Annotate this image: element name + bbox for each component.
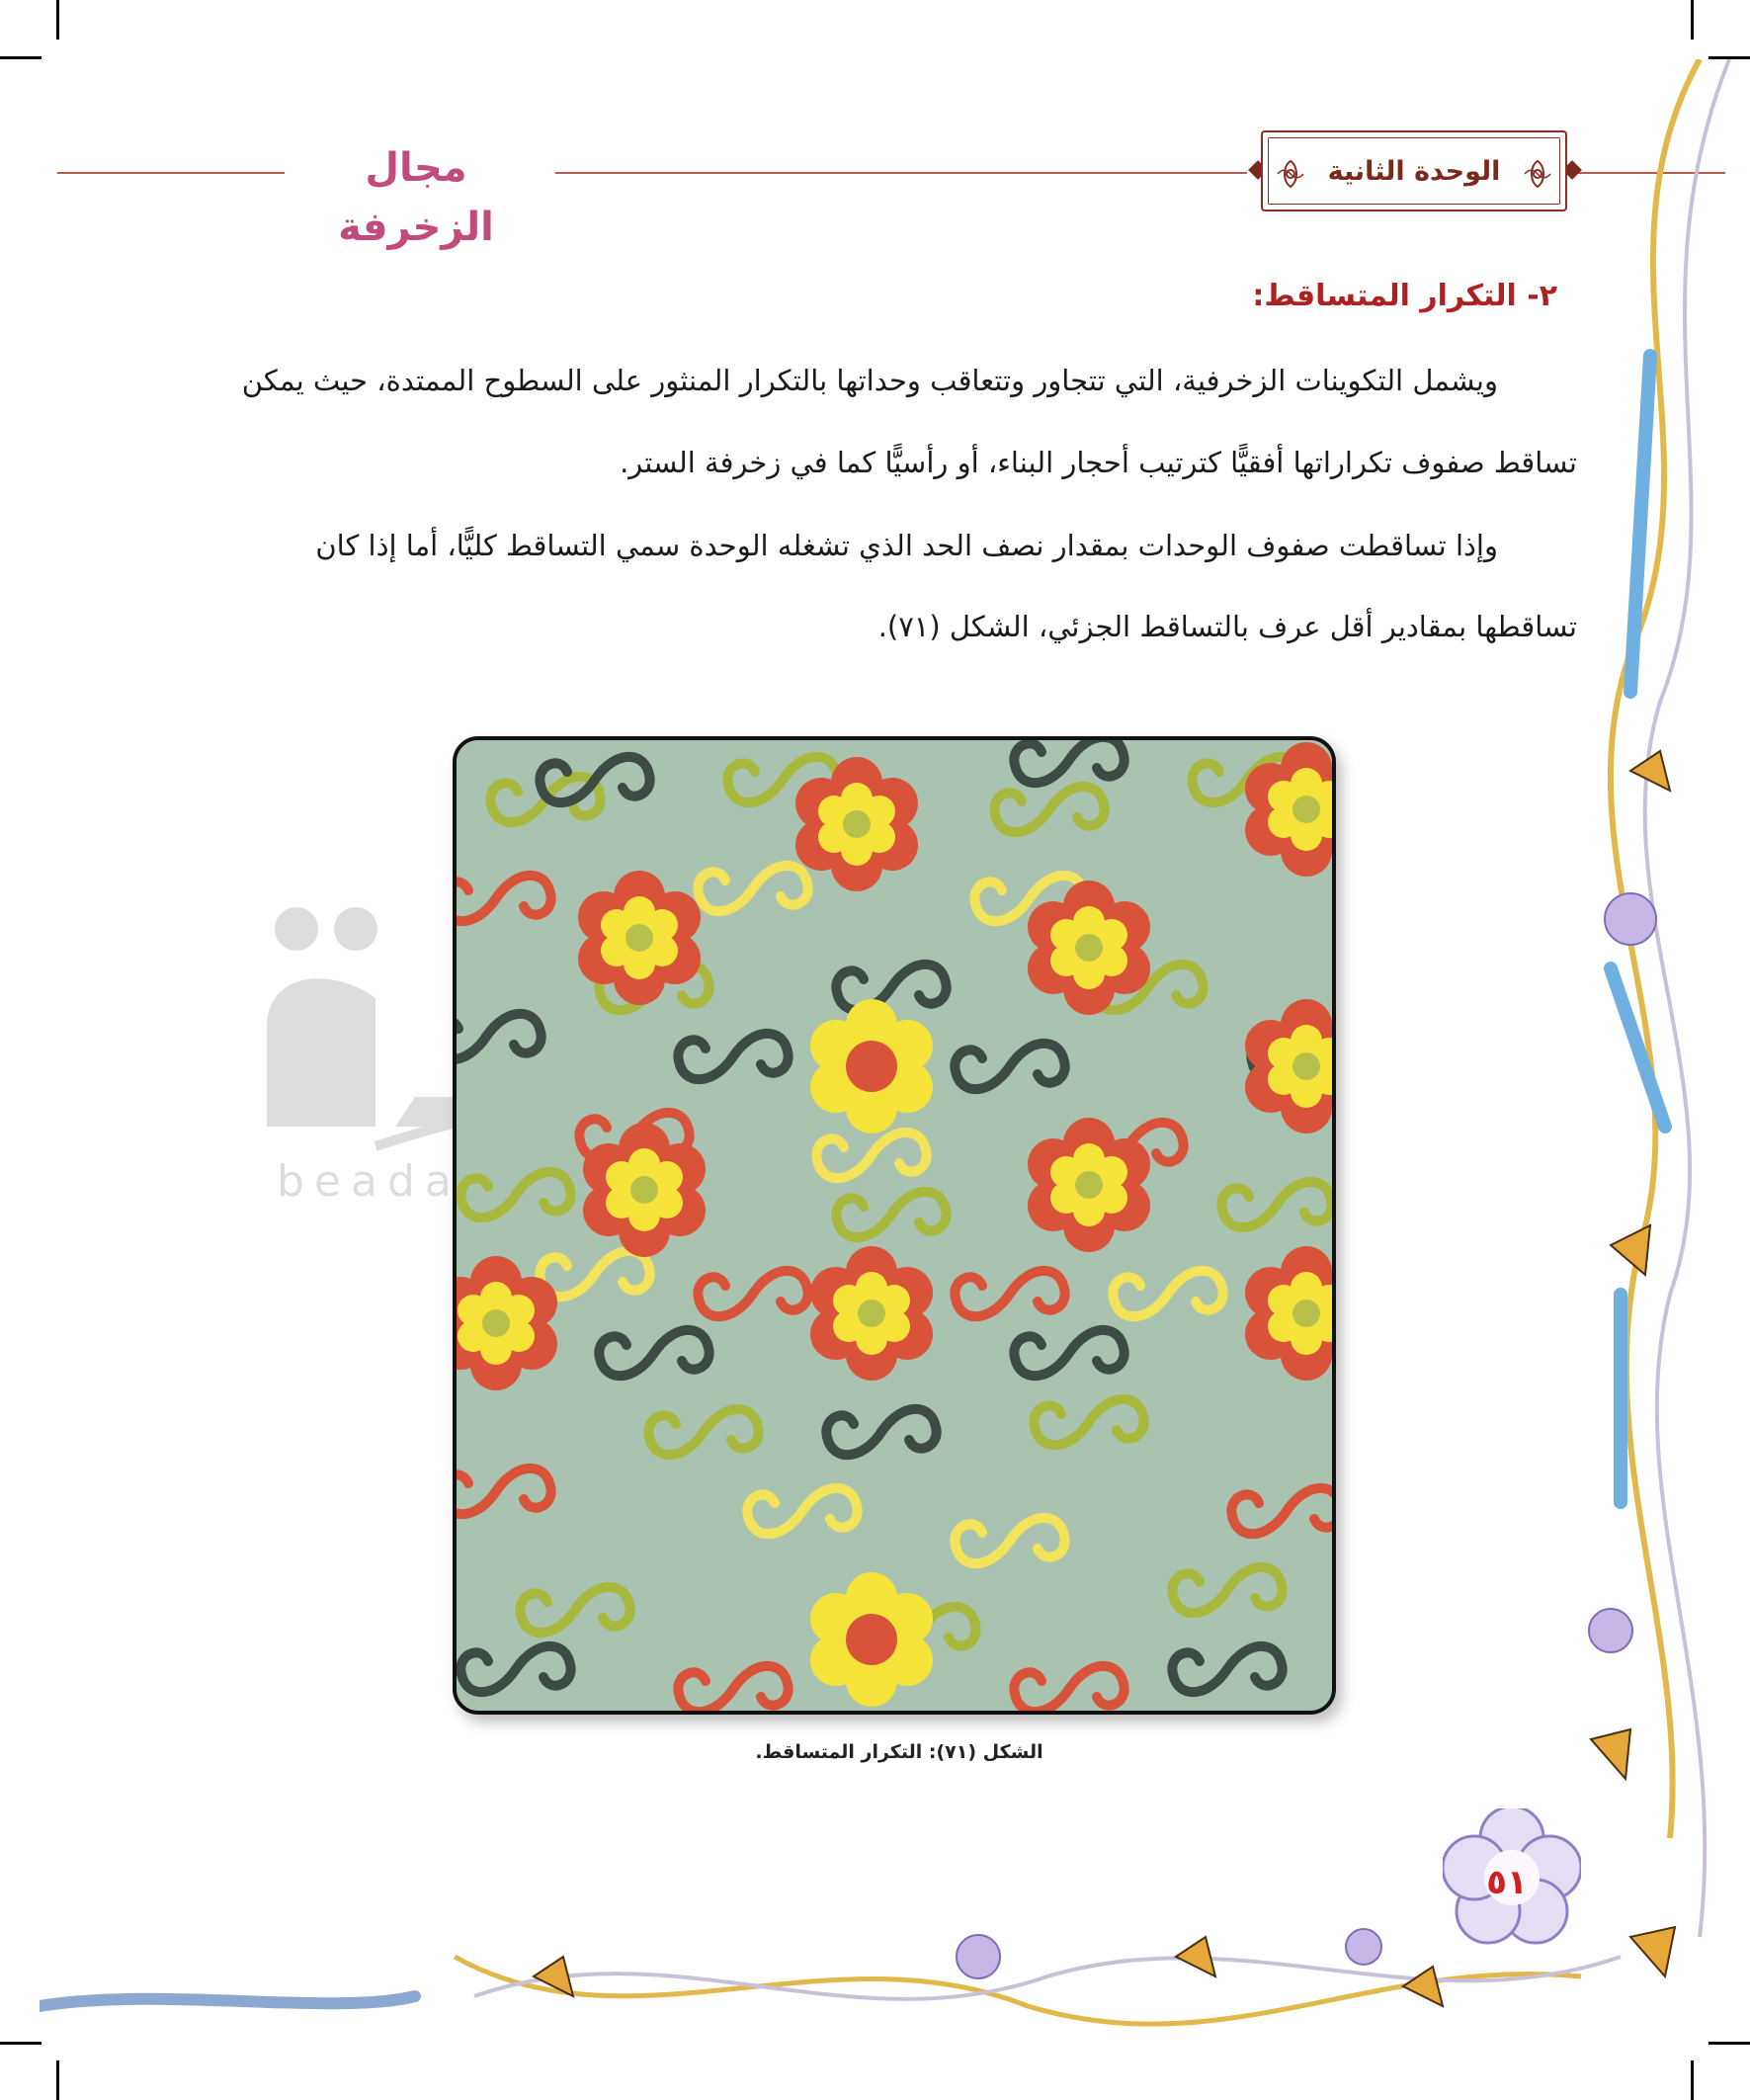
unit-label: الوحدة الثانية [1327,155,1501,187]
figure-caption: الشكل (٧١): التكرار المتساقط. [755,1741,1043,1763]
page-number: ٥١ [1486,1863,1528,1902]
paragraph-line: تساقطها بمقادير أقل عرف بالتساقط الجزئي، الشكل (٧١). [877,610,1577,643]
crop-mark [1691,0,1694,40]
header-rule-left [57,172,285,174]
crop-mark [1691,2060,1694,2100]
paragraph-line: وإذا تساقطت صفوف الوحدات بمقدار نصف الحد الذي تشغله الوحدة سمي التساقط كليًّا، أما إذا كان [315,529,1498,562]
paragraph-line: تساقط صفوف تكراراتها أفقيًّا كترتيب أحجار البناء، أو رأسيًّا كما في زخرفة الستر. [620,446,1577,479]
unit-badge [1261,130,1567,211]
watermark-text: beadaya [277,1156,534,1206]
paragraph-line: ويشمل التكوينات الزخرفية، التي تتجاور وتتعاقب وحداتها بالتكرار المنثور على السطوح الممتدة، حيث يمكن [241,364,1498,397]
header-rule-middle [555,172,1247,174]
subsection-heading: ٢- التكرار المتساقط: [1252,279,1557,313]
figure-image [453,736,1336,1715]
crop-mark [0,56,42,59]
flower-icon [957,1929,1381,1978]
crop-mark [56,2060,59,2100]
crop-mark [0,2042,42,2045]
side-floral-decoration [1551,59,1750,2036]
arabesque-ornament-icon [1522,158,1553,190]
crop-mark [56,0,59,40]
section-title: مجال الزخرفة [338,145,494,250]
crop-mark [1708,2042,1750,2045]
floral-pattern-image [457,740,1332,1711]
